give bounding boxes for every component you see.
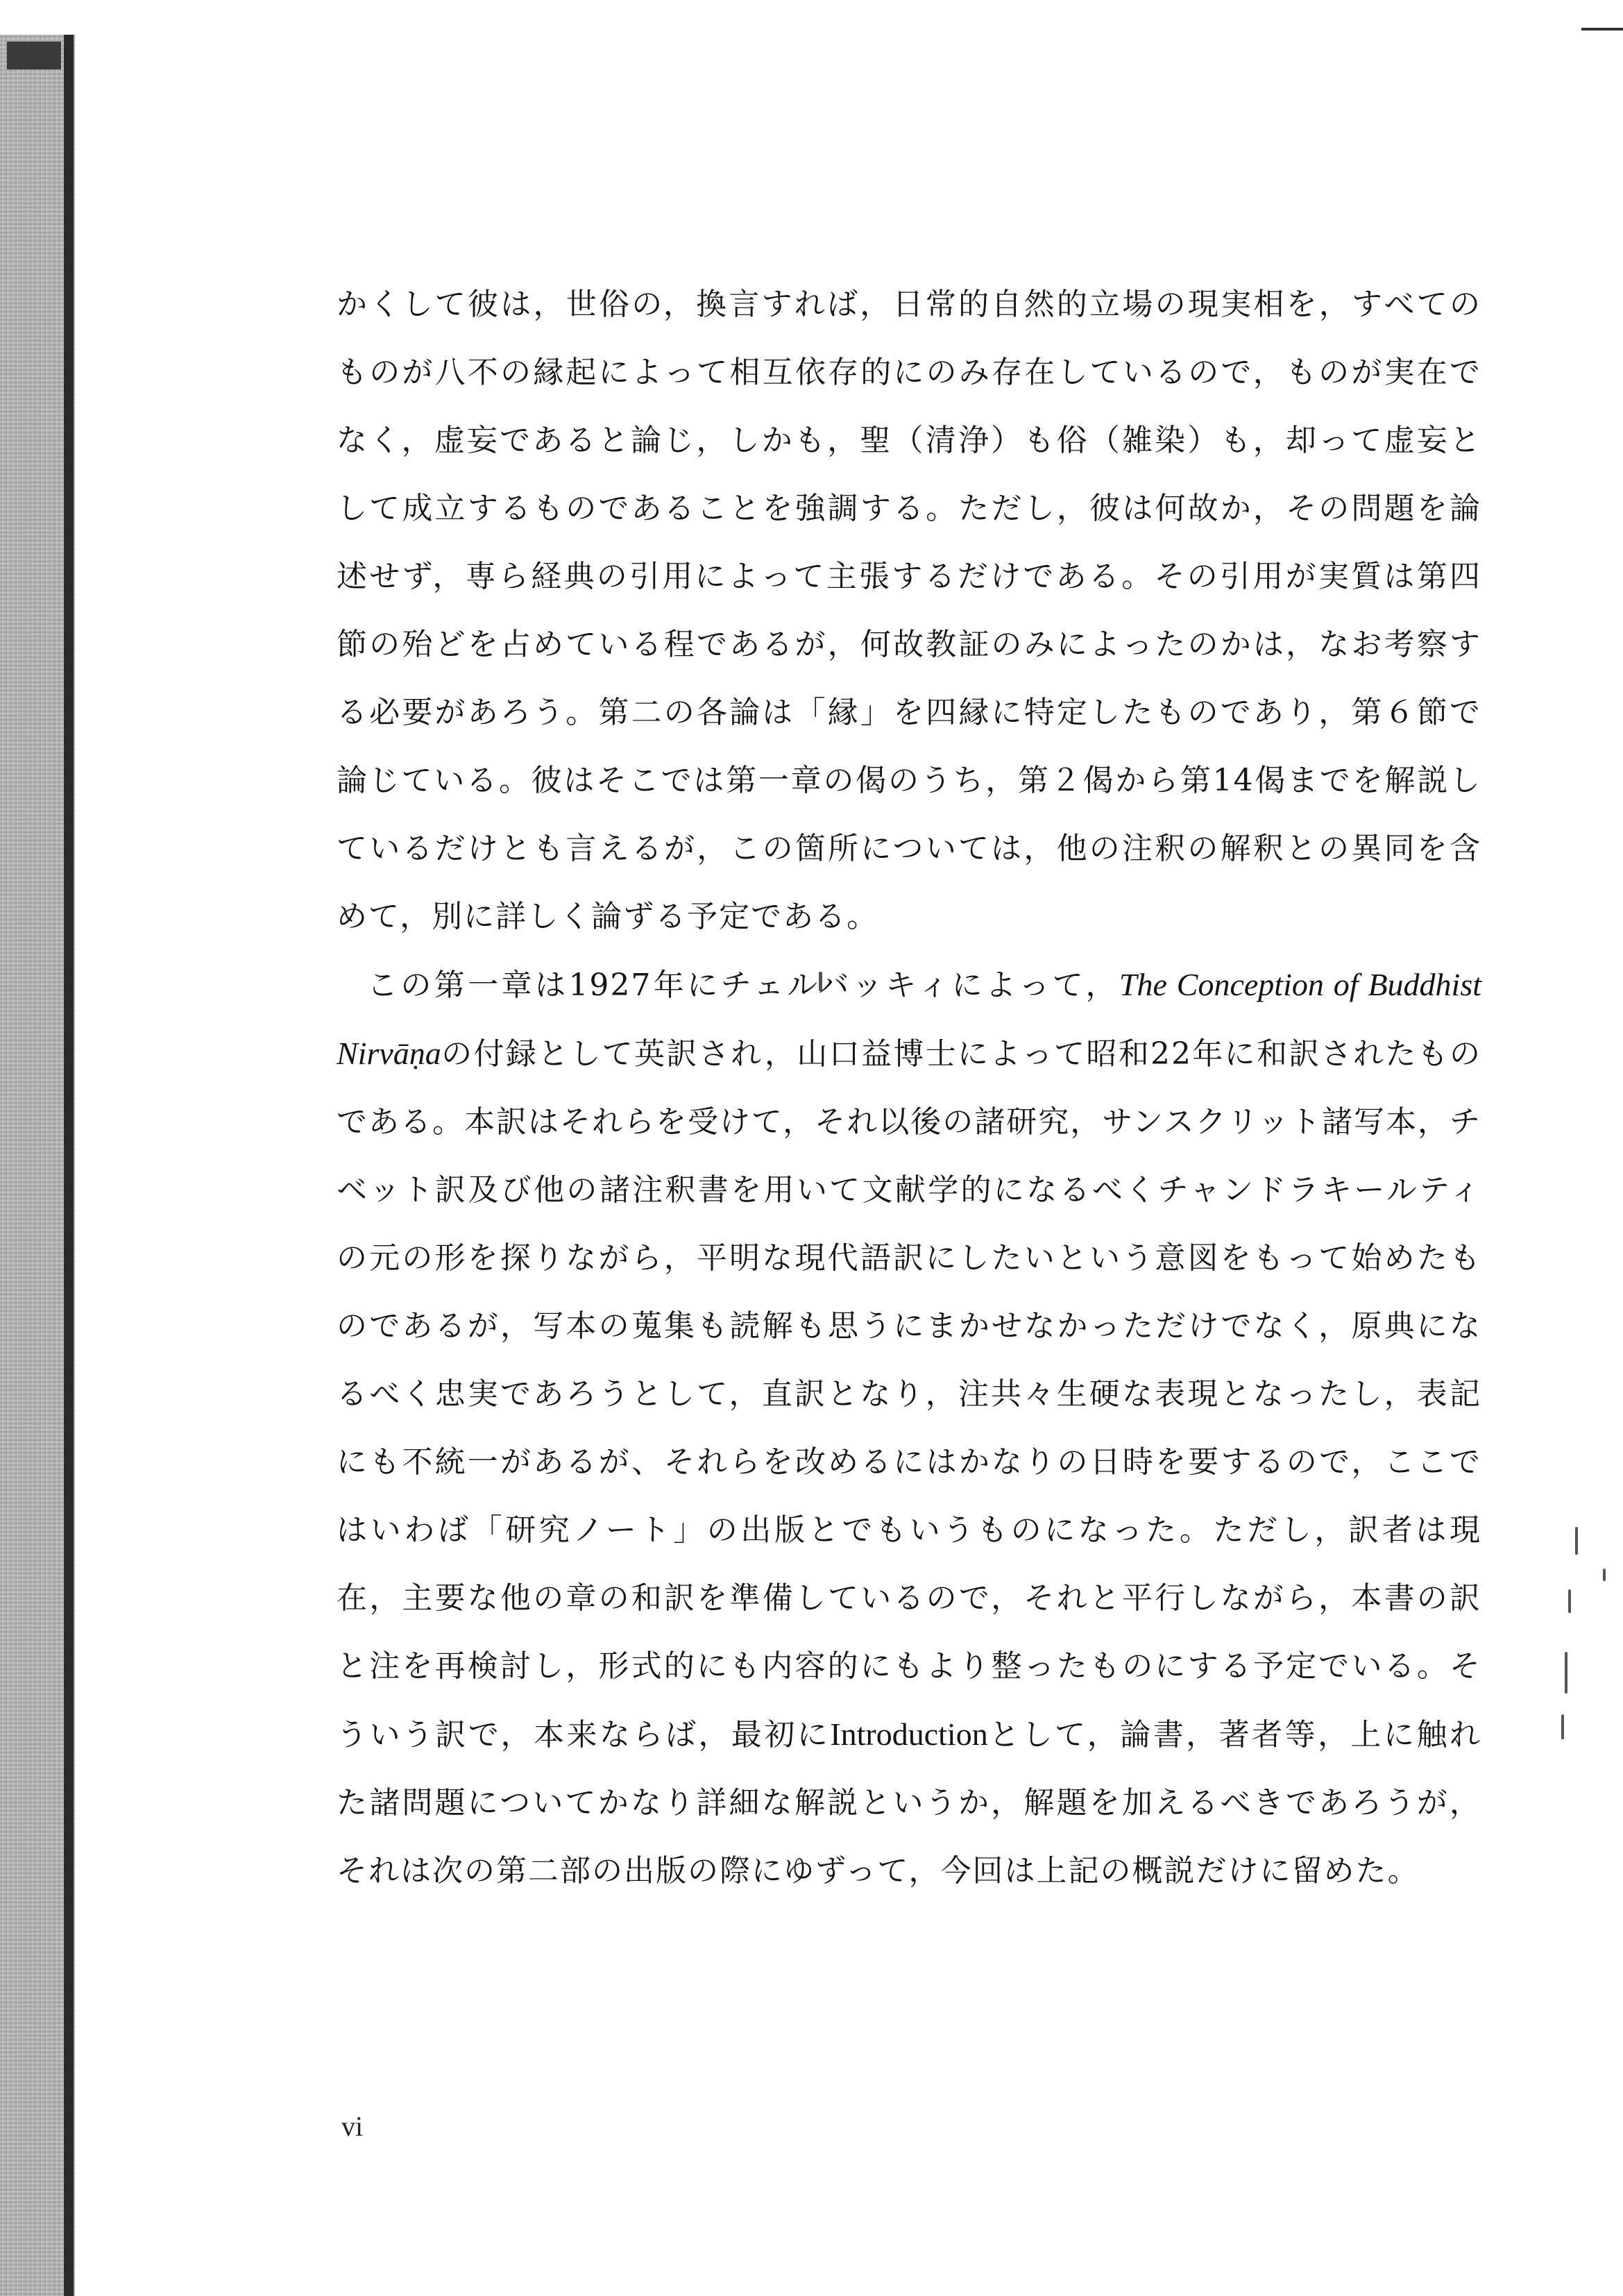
scan-speck [1565, 1652, 1567, 1694]
introduction-word: Introduction [830, 1716, 988, 1752]
scan-speck [1561, 1714, 1564, 1739]
book-title-italic: The Conception of Buddhist Nirvāṇa [337, 967, 1482, 1071]
scan-corner-mark [1581, 28, 1623, 31]
scanned-spine-mark [7, 42, 61, 69]
paragraph-1: かくして彼は，世俗の，換言すれば，日常的自然的立場の現実相を，すべてのものが八不の縁起によって相互依存的にのみ存在しているので，ものが実在でなく，虚妄であると論じ，しかも，聖（清浄）も俗（雑染）も，却って虚妄として成立するものであることを強調する。ただし，彼は何故か，その問題を論述せず，専ら経典の引用によって主張するだけである。その引用が実質は第四節の殆どを占めている程であるが，何故教証のみによったのかは，なお考察する必要があろう。第二の各論は「縁」を四縁に特定したものであり，第６節で論じている。彼はそこでは第一章の偈のうち，第２偈から第14偈までを解説しているだけとも言えるが，この箇所については，他の注釈の解釈との異同を含めて，別に詳しく論ずる予定である。 [337, 287, 1481, 934]
document-body [337, 271, 1481, 1905]
scanned-spine-edge [64, 35, 74, 2296]
paragraph-2-text-a: この第一章は1927年にチェルバッキィによって， [367, 968, 1119, 1003]
paragraph-2-text-c: として，論書，著者等，上に触れた諸問題についてかなり詳細な解説というか，解題を加えるべきであろうが，それは次の第二部の出版の際にゆずって，今回は上記の概説だけに留めた。 [337, 1717, 1481, 1889]
scan-speck [1575, 1527, 1578, 1555]
paragraph-2 [337, 951, 1481, 1905]
page-number: vi [341, 2111, 364, 2142]
scan-speck [1568, 1589, 1571, 1613]
scan-speck [1603, 1569, 1606, 1581]
paragraph-2-text-b: の付録として英訳され，山口益博士によって昭和22年に和訳されたものである。本訳はそれらを受けて，それ以後の諸研究，サンスクリット諸写本，チベット訳及び他の諸注釈書を用いて文献学的になるべくチャンドラキールティの元の形を探りながら，平明な現代語訳にしたいという意図をもって始めたものであるが，写本の蒐集も読解も思うにまかせなかっただけでなく，原典になるべく忠実であろうとして，直訳となり，注共々生硬な表現となったし，表記にも不統一があるが、それらを改めるにはかなりの日時を要するので，ここではいわば「研究ノート」の出版とでもいうものになった。ただし，訳者は現在，主要な他の章の和訳を準備しているので，それと平行しながら，本書の訳と注を再検討し，形式的にも内容的にもより整ったものにする予定でいる。そういう訳で，本来ならば，最初に [337, 1036, 1481, 1753]
